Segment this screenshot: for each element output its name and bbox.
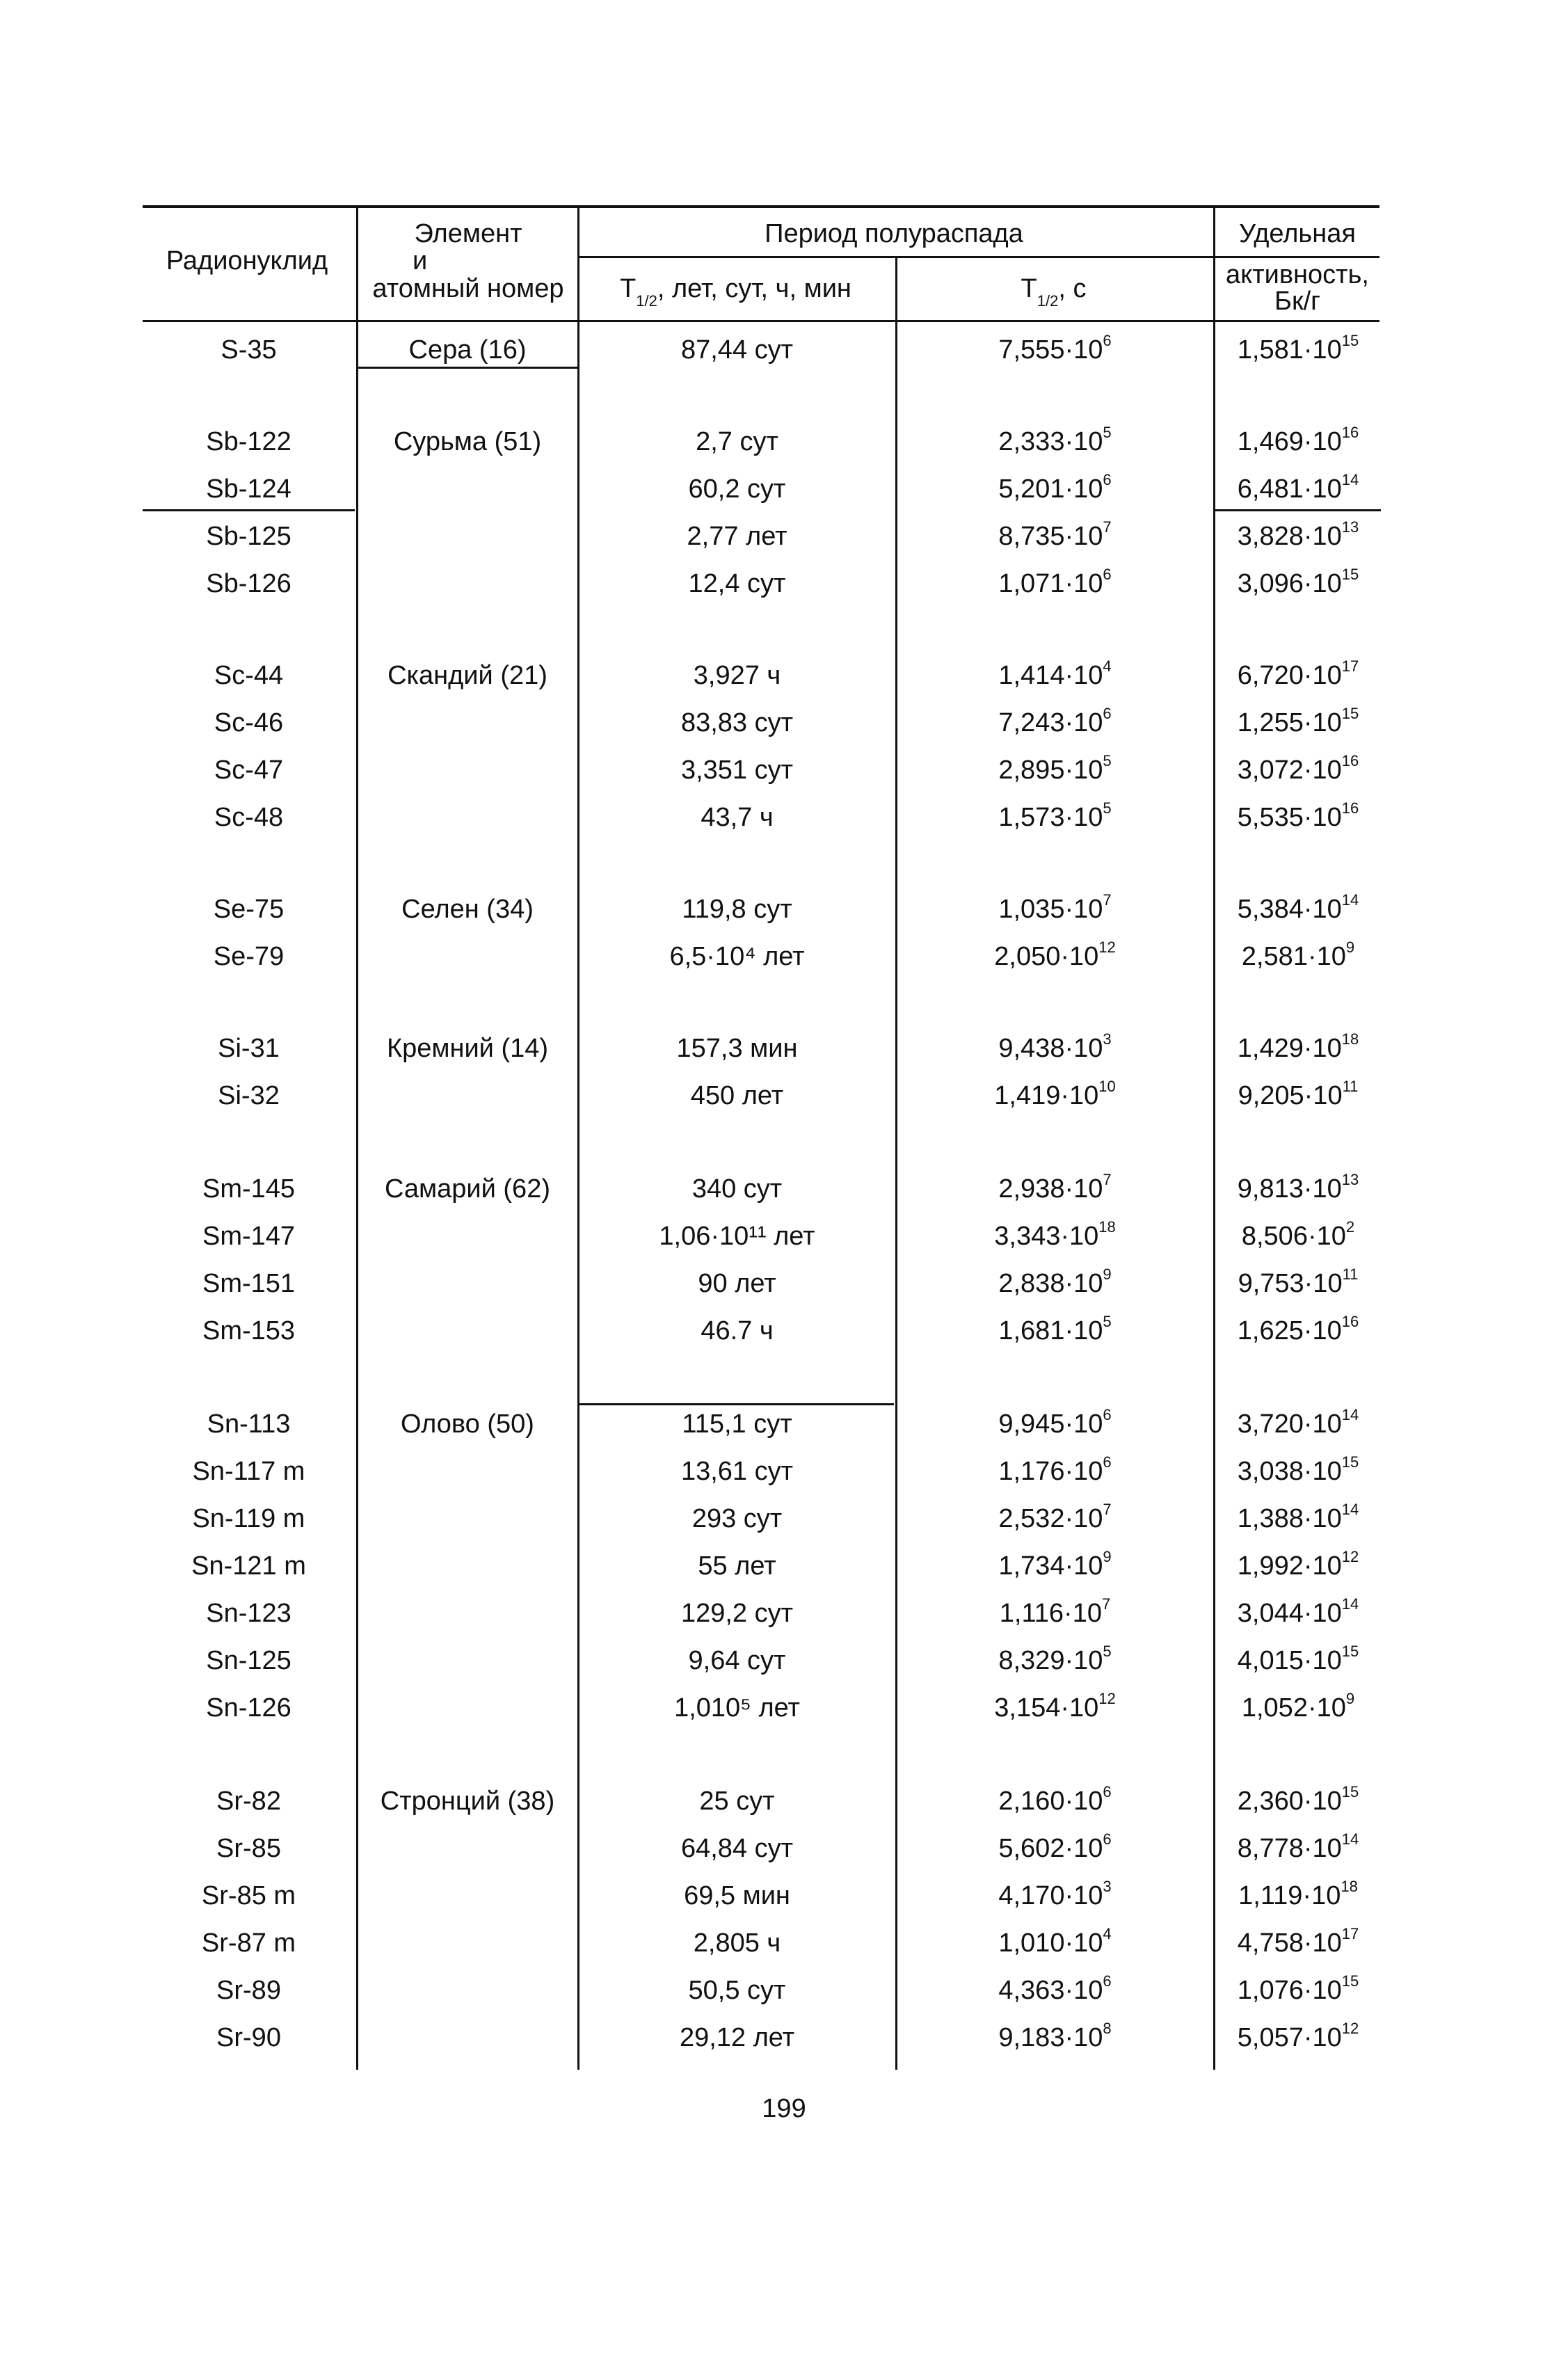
exponent: 15 <box>1341 1783 1359 1801</box>
element-cell: Сурьма (51) <box>393 427 542 456</box>
exponent: 16 <box>1341 752 1359 770</box>
header-half-life-seconds: $Т_{1/2}$, с <box>1021 274 1087 310</box>
exponent: 6 <box>1103 471 1112 489</box>
specific-activity-cell <box>1215 1315 1382 1347</box>
specific-activity-cell <box>1215 1173 1382 1205</box>
half-life-seconds-cell <box>897 1503 1213 1535</box>
half-life-seconds-cell <box>897 1408 1213 1440</box>
exponent: 15 <box>1341 1453 1359 1471</box>
exponent: 16 <box>1341 1313 1359 1331</box>
nuclide-cell: Sn-117 m <box>192 1457 305 1486</box>
half-life-cell: 9,64 сут <box>688 1646 786 1675</box>
half-life-seconds-cell <box>897 1315 1213 1347</box>
exponent: 6 <box>1103 1783 1112 1801</box>
nuclide-cell: Sc-47 <box>214 756 284 785</box>
exponent: 12 <box>1098 1690 1116 1708</box>
exponent: 12 <box>1098 939 1116 957</box>
element-cell: Селен (34) <box>401 895 534 924</box>
exponent: 9 <box>1103 1548 1112 1566</box>
mantissa: 1,176·10 <box>998 1457 1103 1486</box>
header-element-line1: Элемент <box>414 219 522 248</box>
specific-activity-cell <box>1215 1455 1382 1487</box>
mantissa: 3,720·10 <box>1237 1409 1342 1439</box>
mantissa: 6,481·10 <box>1237 474 1342 504</box>
mantissa: 3,096·10 <box>1237 569 1342 598</box>
exponent: 5 <box>1103 1643 1112 1661</box>
half-life-seconds-cell <box>897 1597 1213 1629</box>
half-life-cell: 46.7 ч <box>701 1316 774 1345</box>
half-life-cell: 55 лет <box>698 1551 776 1581</box>
exponent: 10 <box>1098 1078 1116 1096</box>
specific-activity-cell <box>1215 707 1382 739</box>
nuclide-cell: Sm-145 <box>202 1174 296 1204</box>
exponent: 6 <box>1103 1453 1112 1471</box>
half-life-seconds-cell <box>897 1692 1213 1724</box>
half-life-seconds-cell <box>897 941 1213 973</box>
mantissa: 9,438·10 <box>998 1034 1103 1063</box>
mantissa: 1,469·10 <box>1237 427 1342 456</box>
nuclide-cell: Si-32 <box>218 1081 280 1110</box>
half-life-seconds-cell <box>897 426 1213 458</box>
exponent: 14 <box>1341 891 1359 909</box>
mantissa: 1,076·10 <box>1237 1976 1342 2005</box>
specific-activity-cell <box>1215 473 1382 505</box>
specific-activity-cell <box>1215 1597 1382 1629</box>
mantissa: 1,010·10 <box>998 1928 1103 1958</box>
exponent: 11 <box>1342 1078 1359 1096</box>
exponent: 18 <box>1341 1878 1358 1896</box>
exponent: 15 <box>1341 705 1359 723</box>
mantissa: 4,363·10 <box>998 1976 1103 2005</box>
exponent: 6 <box>1103 1406 1112 1424</box>
exponent: 7 <box>1103 1501 1112 1519</box>
specific-activity-cell <box>1215 426 1382 458</box>
specific-activity-cell <box>1215 754 1382 786</box>
mantissa: 2,532·10 <box>998 1504 1103 1533</box>
element-cell: Стронций (38) <box>380 1787 555 1816</box>
mantissa: 9,945·10 <box>998 1409 1103 1439</box>
exponent: 14 <box>1341 1406 1359 1424</box>
mantissa: 1,734·10 <box>998 1551 1103 1581</box>
nuclide-cell: Sm-147 <box>202 1222 296 1251</box>
nuclide-cell: Se-75 <box>213 895 285 924</box>
element-cell-rule-1 <box>357 367 578 369</box>
exponent: 17 <box>1341 1925 1359 1943</box>
mantissa: 2,838·10 <box>998 1269 1103 1298</box>
half-life-seconds-cell <box>897 473 1213 505</box>
nuclide-cell: Sn-119 m <box>192 1504 305 1533</box>
mantissa: 5,535·10 <box>1237 803 1342 832</box>
half-life-seconds-cell <box>897 1455 1213 1487</box>
specific-activity-cell <box>1215 334 1382 366</box>
exponent: 9 <box>1345 1690 1355 1708</box>
half-life-cell: 12,4 сут <box>688 569 786 598</box>
half-life-cell: 64,84 сут <box>680 1834 794 1863</box>
exponent: 3 <box>1103 1030 1112 1048</box>
mantissa: 7,243·10 <box>998 708 1103 737</box>
mantissa: 4,758·10 <box>1237 1928 1342 1958</box>
nuclide-cell: Sc-48 <box>214 803 284 832</box>
nuclide-cell: Sb-122 <box>206 427 291 456</box>
half-life-seconds-cell <box>897 1645 1213 1677</box>
nuclide-cell: Sr-85 m <box>201 1881 296 1910</box>
specific-activity-cell <box>1215 1927 1382 1959</box>
exponent: 12 <box>1341 2020 1359 2038</box>
half-life-cell: 3,351 сут <box>680 756 794 785</box>
exponent: 14 <box>1341 1595 1359 1613</box>
nuclide-cell: Sr-82 <box>216 1787 281 1816</box>
nuclide-cell: Sb-126 <box>206 569 291 598</box>
half-life-cell: 87,44 сут <box>680 335 794 365</box>
mantissa: 4,170·10 <box>998 1881 1103 1910</box>
exponent: 6 <box>1103 566 1112 584</box>
exponent: 15 <box>1341 566 1359 584</box>
half-life-seconds-cell <box>897 568 1213 600</box>
mantissa: 3,072·10 <box>1237 756 1342 785</box>
exponent: 5 <box>1103 799 1112 817</box>
mantissa: 5,384·10 <box>1237 895 1342 924</box>
half-life-seconds-cell <box>897 1880 1213 1912</box>
nuclide-cell: Sn-121 m <box>191 1551 306 1581</box>
header-activity-line3: Бк/г <box>1274 287 1320 316</box>
exponent: 3 <box>1103 1878 1112 1896</box>
nuclide-cell: Sb-125 <box>206 522 291 551</box>
mantissa: 2,050·10 <box>994 942 1099 971</box>
specific-activity-cell <box>1215 1408 1382 1440</box>
mantissa: 1,071·10 <box>998 569 1103 598</box>
header-bottom-rule <box>143 320 1379 322</box>
exponent: 7 <box>1103 518 1112 536</box>
section-rule-sb <box>143 509 355 511</box>
half-life-cell: 3,927 ч <box>693 661 781 690</box>
header-radionuclide: Радионуклид <box>166 246 328 275</box>
exponent: 4 <box>1103 1925 1112 1943</box>
half-life-seconds-cell <box>897 334 1213 366</box>
mantissa: 2,581·10 <box>1241 942 1346 971</box>
mantissa: 6,720·10 <box>1237 661 1342 690</box>
specific-activity-cell <box>1215 2022 1382 2054</box>
exponent: 6 <box>1103 1972 1112 1990</box>
half-life-cell: 115,1 сут <box>682 1409 792 1439</box>
mantissa: 1,581·10 <box>1237 335 1342 365</box>
mantissa: 8,735·10 <box>998 522 1103 551</box>
half-life-seconds-cell <box>897 1173 1213 1205</box>
specific-activity-cell <box>1215 568 1382 600</box>
exponent: 9 <box>1345 939 1355 957</box>
specific-activity-cell <box>1215 801 1382 833</box>
half-life-cell: 1,06·10¹¹ лет <box>659 1222 815 1251</box>
half-life-cell: 2,805 ч <box>693 1928 781 1958</box>
mantissa: 1,992·10 <box>1237 1551 1342 1581</box>
specific-activity-cell <box>1215 520 1382 552</box>
half-life-seconds-cell <box>897 707 1213 739</box>
mantissa: 1,035·10 <box>998 895 1103 924</box>
half-life-seconds-cell <box>897 1927 1213 1959</box>
mantissa: 5,602·10 <box>998 1834 1103 1863</box>
nuclide-cell: Sn-125 <box>206 1646 291 1675</box>
half-life-seconds-cell <box>897 1974 1213 2006</box>
nuclide-cell: Sn-113 <box>207 1409 291 1439</box>
half-life-cell: 83,83 сут <box>680 708 794 737</box>
half-life-cell: 157,3 мин <box>676 1034 798 1063</box>
mantissa: 9,183·10 <box>998 2023 1103 2052</box>
half-life-cell: 90 лет <box>698 1269 776 1298</box>
element-cell: Скандий (21) <box>387 661 547 690</box>
nuclide-cell: Sr-89 <box>216 1976 281 2005</box>
exponent: 13 <box>1341 518 1359 536</box>
exponent: 17 <box>1341 657 1359 676</box>
mantissa: 2,360·10 <box>1237 1787 1342 1816</box>
exponent: 4 <box>1103 657 1112 676</box>
header-activity-line1: Удельная <box>1239 219 1356 248</box>
half-life-cell: 25 сут <box>699 1787 775 1816</box>
period-rule-sn <box>577 1403 894 1405</box>
half-life-seconds-cell <box>897 1832 1213 1864</box>
activity-rule-sb <box>1214 509 1381 511</box>
mantissa: 8,506·10 <box>1241 1222 1346 1251</box>
mantissa: 1,419·10 <box>994 1081 1099 1110</box>
header-activity-line2: активность, <box>1226 260 1369 289</box>
half-life-seconds-cell <box>897 2022 1213 2054</box>
mantissa: 3,154·10 <box>994 1693 1099 1723</box>
exponent: 8 <box>1103 2020 1112 2038</box>
half-life-cell: 2,77 лет <box>687 522 787 551</box>
specific-activity-cell <box>1215 1645 1382 1677</box>
exponent: 15 <box>1341 1643 1359 1661</box>
half-life-cell: 340 сут <box>691 1174 783 1204</box>
exponent: 6 <box>1103 1830 1112 1848</box>
specific-activity-cell <box>1215 1503 1382 1535</box>
mantissa: 9,205·10 <box>1238 1081 1343 1110</box>
specific-activity-cell <box>1215 893 1382 925</box>
element-cell: Олово (50) <box>401 1409 534 1439</box>
nuclide-cell: Si-31 <box>218 1034 280 1063</box>
exponent: 5 <box>1103 1313 1112 1331</box>
specific-activity-cell <box>1215 1220 1382 1252</box>
nuclide-cell: Sn-126 <box>206 1693 291 1723</box>
half-life-seconds-cell <box>897 1032 1213 1064</box>
mantissa: 4,015·10 <box>1237 1646 1342 1675</box>
half-life-cell: 1,010⁵ лет <box>674 1693 800 1723</box>
nuclide-cell: Sm-153 <box>202 1316 296 1345</box>
half-life-cell: 129,2 сут <box>680 1599 794 1628</box>
specific-activity-cell <box>1215 1974 1382 2006</box>
mantissa: 3,038·10 <box>1237 1457 1342 1486</box>
half-life-cell: 43,7 ч <box>701 803 774 832</box>
exponent: 11 <box>1342 1265 1359 1284</box>
specific-activity-cell <box>1215 1080 1382 1112</box>
exponent: 5 <box>1103 424 1112 442</box>
exponent: 15 <box>1341 1972 1359 1990</box>
mantissa: 1,388·10 <box>1237 1504 1342 1533</box>
nuclide-cell: S-35 <box>221 335 277 365</box>
half-life-seconds-cell <box>897 754 1213 786</box>
mantissa: 7,555·10 <box>998 335 1103 365</box>
half-life-cell: 293 сут <box>691 1504 783 1533</box>
nuclide-cell: Sr-85 <box>216 1834 281 1863</box>
nuclide-cell: Sr-87 m <box>201 1928 296 1958</box>
half-life-cell: 29,12 лет <box>679 2023 795 2052</box>
mantissa: 2,938·10 <box>998 1174 1103 1204</box>
mantissa: 1,414·10 <box>998 661 1103 690</box>
half-life-cell: 69,5 мин <box>684 1881 790 1910</box>
mantissa: 9,813·10 <box>1237 1174 1342 1204</box>
mantissa: 1,116·10 <box>999 1599 1102 1628</box>
exponent: 7 <box>1101 1595 1111 1613</box>
specific-activity-cell <box>1215 1032 1382 1064</box>
exponent: 16 <box>1341 799 1359 817</box>
half-life-seconds-cell <box>897 1785 1213 1817</box>
exponent: 7 <box>1103 1171 1112 1189</box>
exponent: 5 <box>1103 752 1112 770</box>
mantissa: 1,429·10 <box>1237 1034 1342 1063</box>
mantissa: 1,255·10 <box>1237 708 1342 737</box>
nuclide-cell: Sr-90 <box>216 2023 281 2052</box>
header-mid-rule <box>577 256 1379 258</box>
mantissa: 3,343·10 <box>994 1222 1099 1251</box>
mantissa: 1,625·10 <box>1237 1316 1342 1345</box>
table-top-rule <box>143 205 1379 208</box>
half-life-seconds-cell <box>897 893 1213 925</box>
half-life-cell: 50,5 сут <box>688 1976 786 2005</box>
nuclide-cell: Sb-124 <box>206 474 291 504</box>
half-life-seconds-cell <box>897 1550 1213 1582</box>
specific-activity-cell <box>1215 941 1382 973</box>
exponent: 18 <box>1341 1030 1359 1048</box>
exponent: 6 <box>1103 705 1112 723</box>
header-half-life-group: Период полураспада <box>765 219 1023 248</box>
specific-activity-cell <box>1215 1880 1382 1912</box>
mantissa: 1,681·10 <box>998 1316 1103 1345</box>
half-life-seconds-cell <box>897 657 1213 692</box>
exponent: 14 <box>1341 1830 1359 1848</box>
half-life-cell: 119,8 сут <box>682 895 792 924</box>
half-life-seconds-cell <box>897 520 1213 552</box>
exponent: 16 <box>1341 424 1359 442</box>
nuclide-cell: Se-79 <box>213 942 285 971</box>
half-life-seconds-cell <box>897 1220 1213 1252</box>
mantissa: 2,895·10 <box>998 756 1103 785</box>
half-life-cell: 13,61 сут <box>680 1457 794 1486</box>
specific-activity-cell <box>1215 1785 1382 1817</box>
page-number: 199 <box>762 2094 806 2123</box>
half-life-cell: 60,2 сут <box>688 474 786 504</box>
mantissa: 3,828·10 <box>1237 522 1342 551</box>
half-life-seconds-cell <box>897 801 1213 833</box>
specific-activity-cell <box>1215 1692 1382 1724</box>
nuclide-cell: Sc-46 <box>214 708 284 737</box>
specific-activity-cell <box>1215 1832 1382 1864</box>
mantissa: 9,753·10 <box>1238 1269 1343 1298</box>
mantissa: 1,119·10 <box>1238 1881 1341 1910</box>
mantissa: 8,778·10 <box>1237 1834 1342 1863</box>
half-life-cell: 450 лет <box>690 1081 784 1110</box>
header-element-line3: атомный номер <box>372 274 564 303</box>
element-cell: Самарий (62) <box>385 1174 550 1204</box>
nuclide-cell: Sn-123 <box>206 1599 291 1628</box>
mantissa: 5,201·10 <box>998 474 1103 504</box>
mantissa: 2,333·10 <box>998 427 1103 456</box>
exponent: 6 <box>1103 332 1112 350</box>
exponent: 12 <box>1341 1548 1359 1566</box>
specific-activity-cell <box>1215 1265 1382 1300</box>
nuclide-cell: Sm-151 <box>202 1269 296 1298</box>
mantissa: 3,044·10 <box>1237 1599 1342 1628</box>
exponent: 7 <box>1103 891 1112 909</box>
mantissa: 1,052·10 <box>1241 1693 1346 1723</box>
element-cell: Кремний (14) <box>386 1034 549 1063</box>
mantissa: 1,573·10 <box>998 803 1103 832</box>
header-half-life-units: $Т_{1/2}$, лет, сут, ч, мин <box>620 274 851 310</box>
element-cell: Сера (16) <box>408 335 527 365</box>
half-life-cell: 2,7 сут <box>696 427 778 456</box>
header-element-line2: и <box>413 246 428 275</box>
exponent: 14 <box>1341 1501 1359 1519</box>
exponent: 9 <box>1103 1265 1112 1284</box>
half-life-seconds-cell <box>897 1265 1213 1300</box>
half-life-cell: 6,5·10⁴ лет <box>669 942 805 971</box>
exponent: 2 <box>1345 1218 1355 1236</box>
exponent: 14 <box>1341 471 1359 489</box>
exponent: 13 <box>1341 1171 1359 1189</box>
mantissa: 2,160·10 <box>998 1787 1103 1816</box>
specific-activity-cell <box>1215 1550 1382 1582</box>
mantissa: 5,057·10 <box>1237 2023 1342 2052</box>
mantissa: 8,329·10 <box>998 1646 1103 1675</box>
nuclide-cell: Sc-44 <box>214 661 284 690</box>
half-life-seconds-cell <box>897 1080 1213 1112</box>
specific-activity-cell <box>1215 657 1382 692</box>
exponent: 18 <box>1098 1218 1116 1236</box>
exponent: 15 <box>1341 332 1359 350</box>
